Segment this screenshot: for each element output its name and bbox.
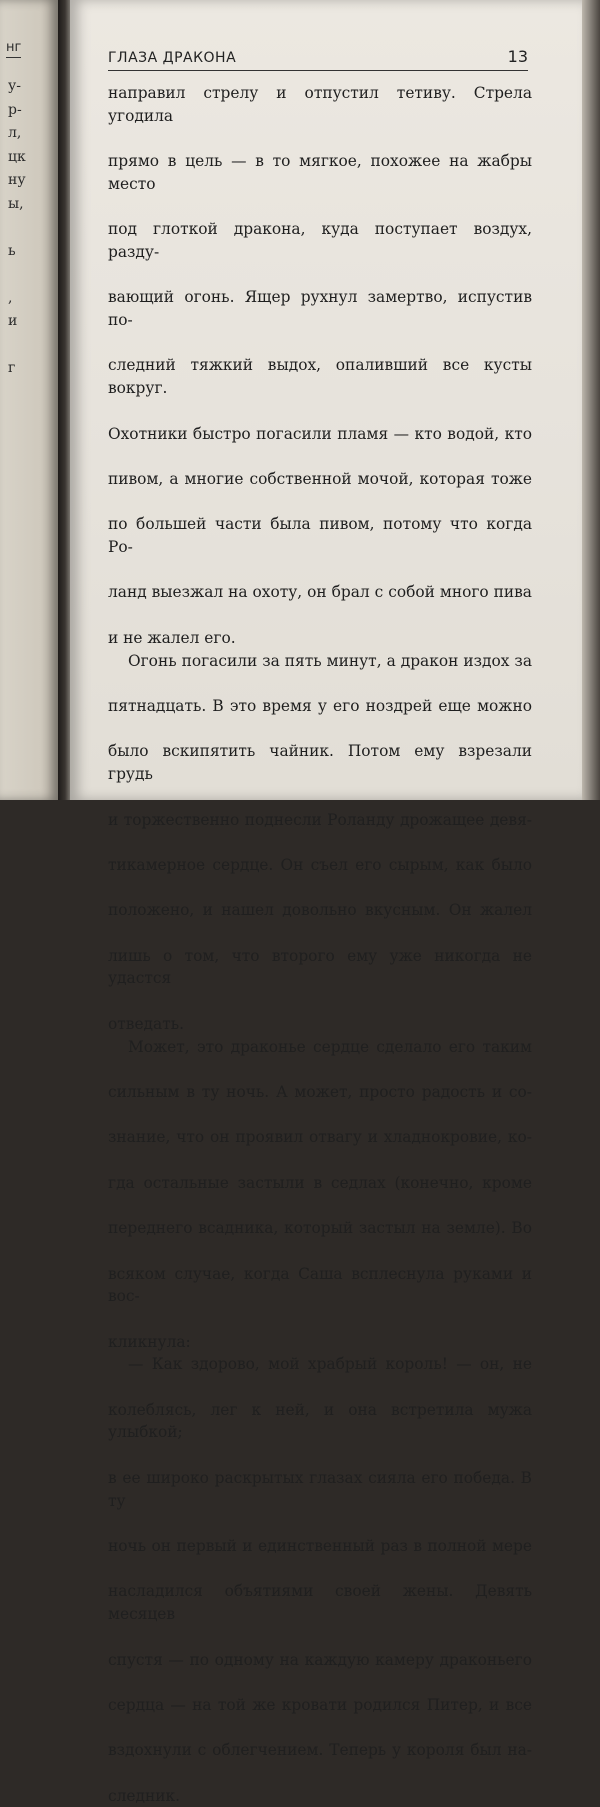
text-line: спустя — по одному на каждую камеру драконьего [108, 1650, 532, 1669]
text-line: вздохнули с облегчением. Теперь у короля был на- [108, 1741, 532, 1760]
left-page-line-fragment: ы, [8, 195, 24, 212]
left-page-line-fragment: л, [8, 125, 22, 141]
left-page-line-fragment: г [8, 360, 16, 376]
text-line: лишь о том, что второго ему уже никогда не удастся [108, 946, 532, 988]
text-line: Охотники быстро погасили пламя — кто водой, кто [108, 424, 532, 443]
text-line: следний тяжкий выдох, опаливший все кусты вокруг. [108, 356, 532, 398]
text-line: и не жалел его. [108, 628, 236, 647]
text-line: направил стрелу и отпустил тетиву. Стрела угодила [108, 84, 532, 125]
text-line: всяком случае, когда Саша всплеснула руками и вос- [108, 1264, 532, 1306]
text-line: по большей части была пивом, потому что когда Ро- [108, 515, 532, 557]
text-line: и торжественно поднесли Роланду дрожащее девя- [108, 810, 532, 829]
text-line: положено, и нашел довольно вкусным. Он жалел [108, 901, 532, 920]
text-line: кликнула: [108, 1332, 191, 1351]
text-line: — Как здорово, мой храбрый король! — он, не [128, 1355, 532, 1374]
text-line: тикамерное сердце. Он съел его сырым, как было [108, 855, 532, 874]
text-line: вающий огонь. Ящер рухнул замертво, испустив по- [108, 288, 532, 330]
text-line: сильным в ту ночь. А может, просто радость и со- [108, 1082, 532, 1101]
text-line: пивом, а многие собственной мочой, которая тоже [108, 469, 532, 488]
body-text [108, 82, 532, 1807]
left-page-line-fragment: ь [8, 242, 16, 259]
running-head [108, 40, 528, 71]
text-line: Огонь погасили за пять минут, а дракон издох за [128, 651, 532, 670]
text-line: ночь он первый и единственный раз в полной мере [108, 1537, 532, 1555]
text-line: гда остальные застыли в седлах (конечно, кроме [108, 1173, 532, 1192]
page-stack-edge [582, 0, 600, 800]
left-page-edge [0, 0, 58, 800]
text-line: насладился объятиями своей жены. Девять месяцев [108, 1582, 532, 1624]
book-title: ГЛАЗА ДРАКОНА [108, 50, 237, 66]
text-line: переднего всадника, который застыл на земле). Во [108, 1219, 532, 1238]
left-page-header-fragment: нг [6, 40, 21, 58]
left-page-line-fragment: цк [8, 148, 26, 165]
text-line: под глоткой дракона, куда поступает воздух, разду- [108, 220, 532, 261]
text-line: колеблясь, лег к ней, и она встретила мужа улыбкой; [108, 1400, 532, 1442]
text-line: ланд выезжал на охоту, он брал с собой много пива [108, 583, 532, 602]
text-line: сердца — на той же кровати родился Питер, и все [108, 1695, 532, 1714]
book-page [70, 0, 582, 1805]
text-line: пятнадцать. В это время у его ноздрей еще можно [108, 696, 532, 715]
text-line: Может, это драконье сердце сделало его таким [128, 1037, 532, 1056]
text-line: было вскипятить чайник. Потом ему взрезали грудь [108, 742, 532, 784]
left-page-line-fragment: ну [8, 172, 26, 188]
left-page-line-fragment: у- [8, 78, 21, 94]
text-line: следник. [108, 1786, 181, 1805]
left-page-line-fragment: р- [8, 101, 22, 118]
page-number: 13 [507, 47, 528, 66]
text-line: в ее широко раскрытых глазах сияла его победа. В ту [108, 1468, 532, 1510]
text-line: прямо в цель — в то мягкое, похожее на жабры место [108, 152, 532, 193]
left-page-line-fragment: , [8, 289, 13, 306]
text-line: отведать. [108, 1014, 184, 1033]
left-page-line-fragment: и [8, 313, 18, 329]
text-line: знание, что он проявил отвагу и хладнокровие, ко- [108, 1128, 532, 1147]
